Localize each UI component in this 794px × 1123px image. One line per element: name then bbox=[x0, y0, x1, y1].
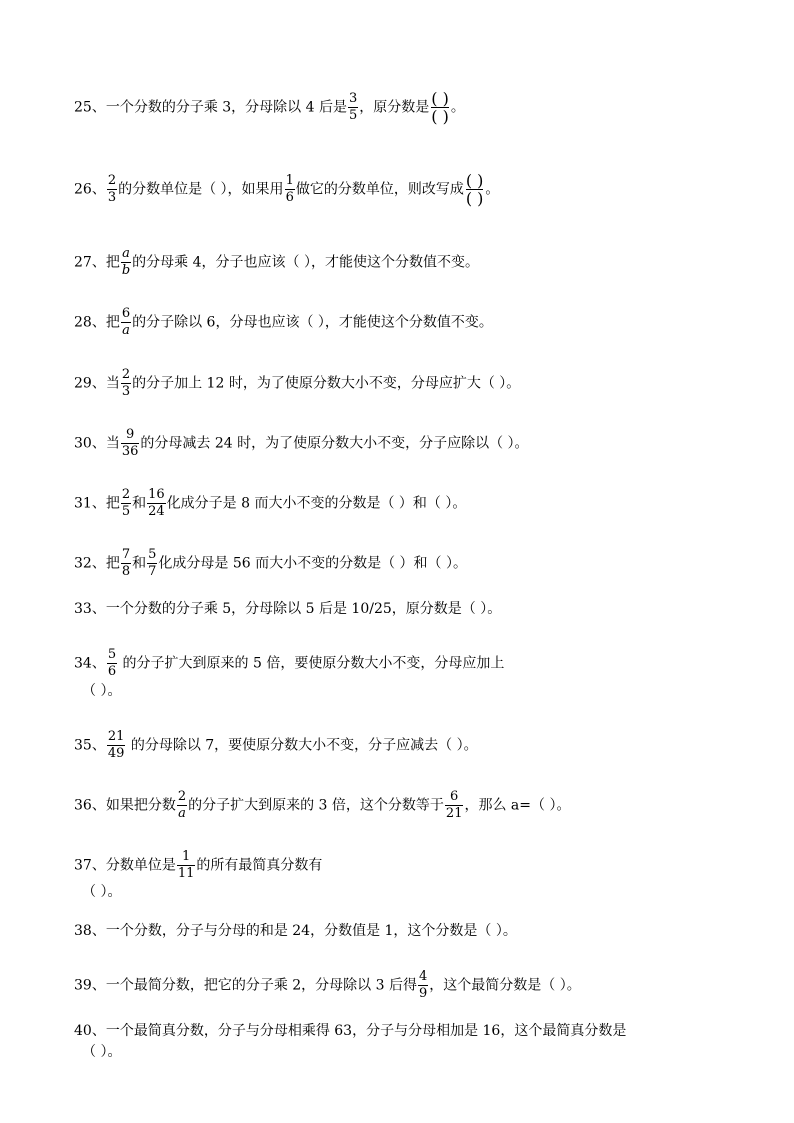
fraction-numerator: 5 bbox=[107, 647, 117, 662]
question-text: 的分数单位是（ ），如果用 bbox=[118, 181, 284, 198]
fraction bbox=[147, 488, 166, 519]
blank-numerator: ( ) bbox=[465, 171, 484, 190]
question-text: 29、当 bbox=[74, 375, 120, 392]
fraction-denominator: 5 bbox=[121, 504, 131, 519]
fraction-numerator: 7 bbox=[121, 547, 131, 562]
fraction bbox=[177, 850, 196, 881]
question-text: ，这个最简分数是（ ）。 bbox=[429, 977, 581, 994]
fraction bbox=[121, 548, 131, 579]
question-30 bbox=[74, 428, 529, 459]
question-text: 的分子扩大到原来的 3 倍，这个分数等于 bbox=[188, 797, 444, 814]
blank-numerator: ( ) bbox=[431, 89, 449, 108]
question-text: 和 bbox=[132, 555, 147, 572]
question-40-answer-line[interactable] bbox=[82, 1043, 121, 1061]
fraction-denominator: a bbox=[122, 323, 130, 338]
fraction-numerator: 16 bbox=[148, 487, 165, 502]
fraction-denominator: 8 bbox=[121, 564, 131, 579]
question-31 bbox=[74, 488, 466, 519]
fraction-numerator: 9 bbox=[125, 427, 135, 442]
fraction-numerator: 6 bbox=[121, 306, 131, 321]
question-text: ，那么 a=（ ）。 bbox=[464, 797, 571, 814]
fraction bbox=[177, 790, 187, 821]
fraction-denominator: 7 bbox=[148, 564, 157, 579]
question-34-answer-line[interactable] bbox=[82, 682, 121, 700]
question-text: 27、把 bbox=[74, 254, 120, 271]
question-text: 38、一个分数，分子与分母的和是 24，分数值是 1，这个分数是（ ）。 bbox=[74, 923, 517, 939]
fraction-denominator: 49 bbox=[107, 746, 125, 761]
question-text: 化成分子是 8 而大小不变的分数是（ ）和（ ）。 bbox=[166, 495, 467, 512]
question-text: 和 bbox=[132, 495, 147, 512]
fraction-numerator: 4 bbox=[418, 969, 428, 984]
blank-denominator: ( ) bbox=[431, 107, 449, 126]
blank-fraction[interactable] bbox=[431, 90, 449, 125]
fraction bbox=[285, 174, 295, 205]
question-39 bbox=[74, 970, 581, 1001]
question-37 bbox=[74, 850, 322, 881]
fraction bbox=[121, 307, 131, 338]
fraction-denominator: 6 bbox=[285, 190, 294, 205]
question-text: 28、把 bbox=[74, 314, 120, 331]
question-text: 31、把 bbox=[74, 495, 120, 512]
fraction bbox=[147, 548, 157, 579]
question-text: 的分母乘 4，分子也应该（ ），才能使这个分数值不变。 bbox=[132, 254, 479, 271]
fraction-numerator: 2 bbox=[121, 367, 131, 382]
fraction bbox=[107, 730, 126, 761]
fraction-denominator: a bbox=[178, 806, 186, 821]
fraction-numerator: 21 bbox=[107, 729, 125, 744]
question-25 bbox=[74, 90, 465, 125]
question-text: 34、 bbox=[74, 655, 106, 672]
fraction-denominator: 5 bbox=[348, 108, 358, 123]
fraction-denominator: 6 bbox=[107, 664, 117, 679]
question-text: 25、一个分数的分子乘 3，分母除以 4 后是 bbox=[74, 99, 347, 116]
question-text: 32、把 bbox=[74, 555, 120, 572]
question-text: 做它的分数单位，则改写成 bbox=[295, 181, 464, 198]
fraction bbox=[107, 174, 117, 205]
question-37-answer-line[interactable] bbox=[82, 883, 121, 901]
fraction-numerator: 5 bbox=[148, 547, 157, 562]
fraction-numerator: a bbox=[122, 246, 130, 261]
question-text: 36、如果把分数 bbox=[74, 797, 176, 814]
question-text: 40、一个最简真分数，分子与分母相乘得 63，分子与分母相加是 16，这个最简真分数是 bbox=[74, 1023, 627, 1039]
question-36 bbox=[74, 790, 570, 821]
fraction bbox=[418, 970, 428, 1001]
question-text: 化成分母是 56 而大小不变的分数是（ ）和（ ）。 bbox=[158, 555, 468, 572]
question-text: 的分母除以 7，要使原分数大小不变，分子应减去（ ）。 bbox=[126, 737, 478, 754]
fraction-numerator: 1 bbox=[181, 849, 191, 864]
fraction-numerator: 2 bbox=[107, 173, 117, 188]
fraction bbox=[445, 790, 464, 821]
fraction-denominator: 21 bbox=[445, 806, 463, 821]
answer-blank: （ ）。 bbox=[82, 884, 122, 900]
question-28 bbox=[74, 307, 493, 338]
question-text: 33、一个分数的分子乘 5，分母除以 5 后是 10/25，原分数是（ ）。 bbox=[74, 601, 502, 617]
question-text: 。 bbox=[450, 99, 465, 116]
blank-fraction[interactable] bbox=[466, 172, 484, 207]
fraction-denominator: b bbox=[121, 263, 131, 278]
fraction-denominator: 3 bbox=[121, 384, 131, 399]
fraction bbox=[107, 648, 117, 679]
question-text: 。 bbox=[485, 181, 500, 198]
question-29 bbox=[74, 368, 520, 399]
question-33 bbox=[74, 600, 501, 618]
question-26 bbox=[74, 172, 499, 207]
question-text: 的分母减去 24 时，为了使原分数大小不变，分子应除以（ ）。 bbox=[140, 435, 529, 452]
answer-blank: （ ）。 bbox=[82, 683, 122, 699]
fraction bbox=[121, 368, 131, 399]
fraction-numerator: 6 bbox=[450, 789, 459, 804]
question-text: 26、 bbox=[74, 181, 106, 198]
blank-denominator: ( ) bbox=[465, 189, 484, 208]
fraction-numerator: 1 bbox=[285, 173, 294, 188]
fraction-denominator: 11 bbox=[177, 866, 195, 881]
fraction bbox=[121, 488, 131, 519]
fraction-numerator: 3 bbox=[348, 91, 358, 106]
fraction-denominator: 24 bbox=[148, 504, 165, 519]
question-text: 39、一个最简分数，把它的分子乘 2，分母除以 3 后得 bbox=[74, 977, 417, 994]
question-text: 37、分数单位是 bbox=[74, 857, 176, 874]
question-text: 30、当 bbox=[74, 435, 120, 452]
question-38 bbox=[74, 922, 517, 940]
question-text: ，原分数是 bbox=[359, 99, 430, 116]
question-35 bbox=[74, 730, 478, 761]
answer-blank: （ ）。 bbox=[82, 1044, 122, 1060]
fraction bbox=[121, 247, 131, 278]
question-text: 的分子除以 6，分母也应该（ ），才能使这个分数值不变。 bbox=[132, 314, 493, 331]
question-34 bbox=[74, 648, 504, 679]
question-32 bbox=[74, 548, 467, 579]
question-40 bbox=[74, 1022, 626, 1040]
fraction-denominator: 3 bbox=[107, 190, 117, 205]
question-27 bbox=[74, 247, 479, 278]
fraction-denominator: 36 bbox=[121, 444, 139, 459]
fraction-numerator: 2 bbox=[177, 789, 187, 804]
question-text: 的分子加上 12 时，为了使原分数大小不变，分母应扩大（ ）。 bbox=[132, 375, 521, 392]
question-text: 的所有最简真分数有 bbox=[196, 857, 323, 874]
fraction-numerator: 2 bbox=[121, 487, 131, 502]
fraction bbox=[348, 92, 358, 123]
question-text: 35、 bbox=[74, 737, 106, 754]
question-text: 的分子扩大到原来的 5 倍，要使原分数大小不变，分母应加上 bbox=[118, 655, 505, 672]
fraction-denominator: 9 bbox=[418, 986, 428, 1001]
fraction bbox=[121, 428, 140, 459]
